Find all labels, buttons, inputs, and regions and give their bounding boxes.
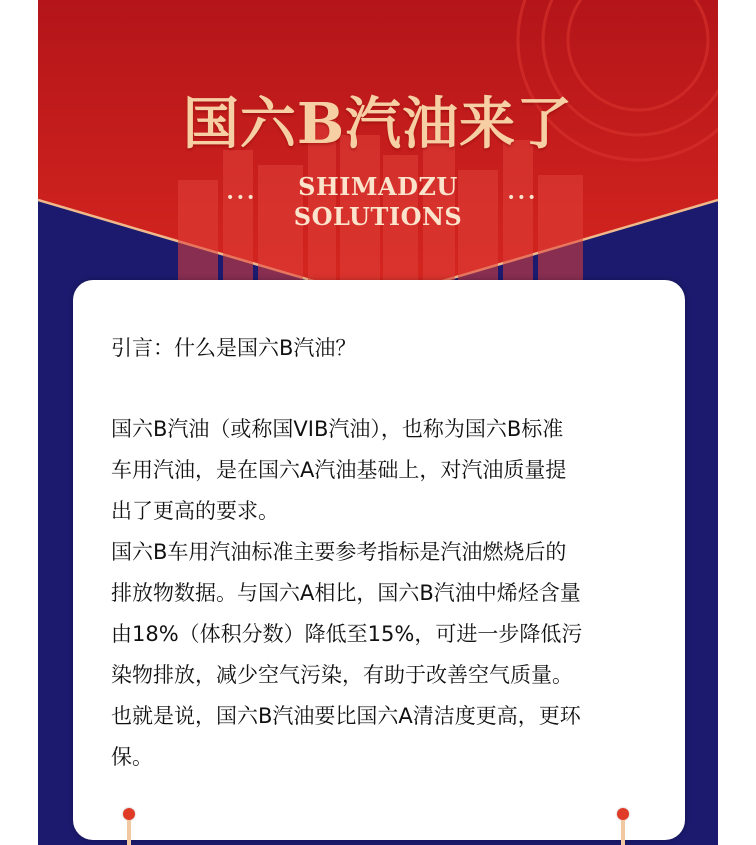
decor-dots-left: •••	[226, 190, 257, 206]
article-line: 车用汽油，是在国六A汽油基础上，对汽油质量提	[111, 458, 567, 482]
pin-decoration-left	[122, 808, 136, 845]
article-line: 保。	[111, 745, 153, 769]
poster	[38, 0, 718, 845]
pin-decoration-right	[616, 808, 630, 845]
article-line: 排放物数据。与国六A相比，国六B汽油中烯烃含量	[111, 581, 581, 605]
decor-dots-right: •••	[507, 190, 538, 206]
article-line: 出了更高的要求。	[111, 499, 279, 523]
article-line: 也就是说，国六B汽油要比国六A清洁度更高，更环	[111, 704, 581, 728]
article-text	[111, 328, 671, 778]
poster-title: 国六B汽油来了	[182, 91, 574, 157]
article-line: 国六B车用汽油标准主要参考指标是汽油燃烧后的	[111, 540, 567, 564]
article-line: 由18%（体积分数）降低至15%，可进一步降低污	[111, 622, 583, 646]
poster-subtitle-line2: SOLUTIONS	[293, 202, 463, 231]
article-line: 染物排放，减少空气污染，有助于改善空气质量。	[111, 663, 573, 687]
poster-subtitle-line1: SHIMADZU	[298, 172, 458, 201]
article-line: 国六B汽油（或称国VIB汽油），也称为国六B标准	[111, 417, 564, 441]
article-card	[73, 280, 685, 840]
intro-question: 引言：什么是国六B汽油？	[111, 336, 357, 360]
